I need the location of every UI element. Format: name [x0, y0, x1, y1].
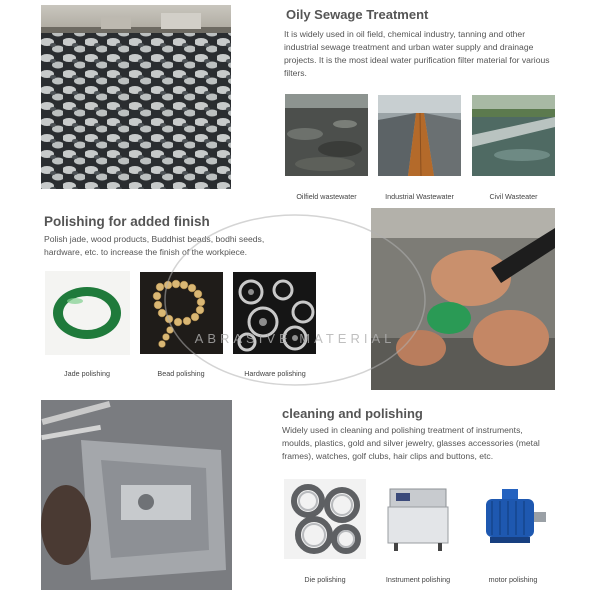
cleaning-description: Widely used in cleaning and polishing treatment of instruments, moulds, plastics, gold and silver jewelry, glasses accessories (metal frames), watches, golf clubs, hair clips and buttons, etc.	[282, 425, 540, 461]
electric-motor-photo	[472, 479, 554, 559]
civil-wastewater-caption: Civil Wasteater	[489, 192, 538, 201]
civil-wastewater-photo	[472, 95, 555, 176]
jade-carving-hands-photo	[371, 208, 555, 390]
bead-necklace-photo	[140, 272, 223, 354]
instrument-photo	[376, 479, 460, 559]
industrial-wastewater-photo	[378, 95, 461, 176]
oilfield-wastewater-photo	[285, 94, 368, 176]
cleaning-title: cleaning and polishing	[282, 406, 423, 421]
jade-polishing-caption: Jade polishing	[64, 369, 110, 378]
hardware-gears-photo	[233, 272, 316, 354]
bead-polishing-caption: Bead polishing	[157, 369, 205, 378]
mold-polishing-photo	[41, 400, 232, 590]
jade-bangle-photo	[45, 271, 130, 355]
watermark-text: ABRASIVE MATERIAL	[194, 331, 396, 346]
oilfield-wastewater-caption: Oilfield wastewater	[296, 192, 357, 201]
hardware-polishing-caption: Hardware polishing	[244, 369, 306, 378]
sewage-aeration-photo	[41, 5, 231, 189]
oily-sewage-title: Oily Sewage Treatment	[286, 7, 429, 22]
oily-sewage-description: It is widely used in oil field, chemical industry, tanning and other industrial sewage treatment and urban water supply and drainage projects. It is the most ideal water purification filter material for various filters.	[284, 29, 550, 78]
polishing-title: Polishing for added finish	[44, 214, 210, 229]
industrial-wastewater-caption: Industrial Wastewater	[385, 192, 454, 201]
motor-polishing-caption: motor polishing	[488, 575, 538, 584]
die-polishing-caption: Die polishing	[304, 575, 346, 584]
polishing-description: Polish jade, wood products, Buddhist beads, bodhi seeds, hardware, etc. to increase the finish of the workpiece.	[44, 234, 265, 257]
bearings-photo	[284, 479, 366, 559]
instrument-polishing-caption: Instrument polishing	[385, 575, 451, 584]
